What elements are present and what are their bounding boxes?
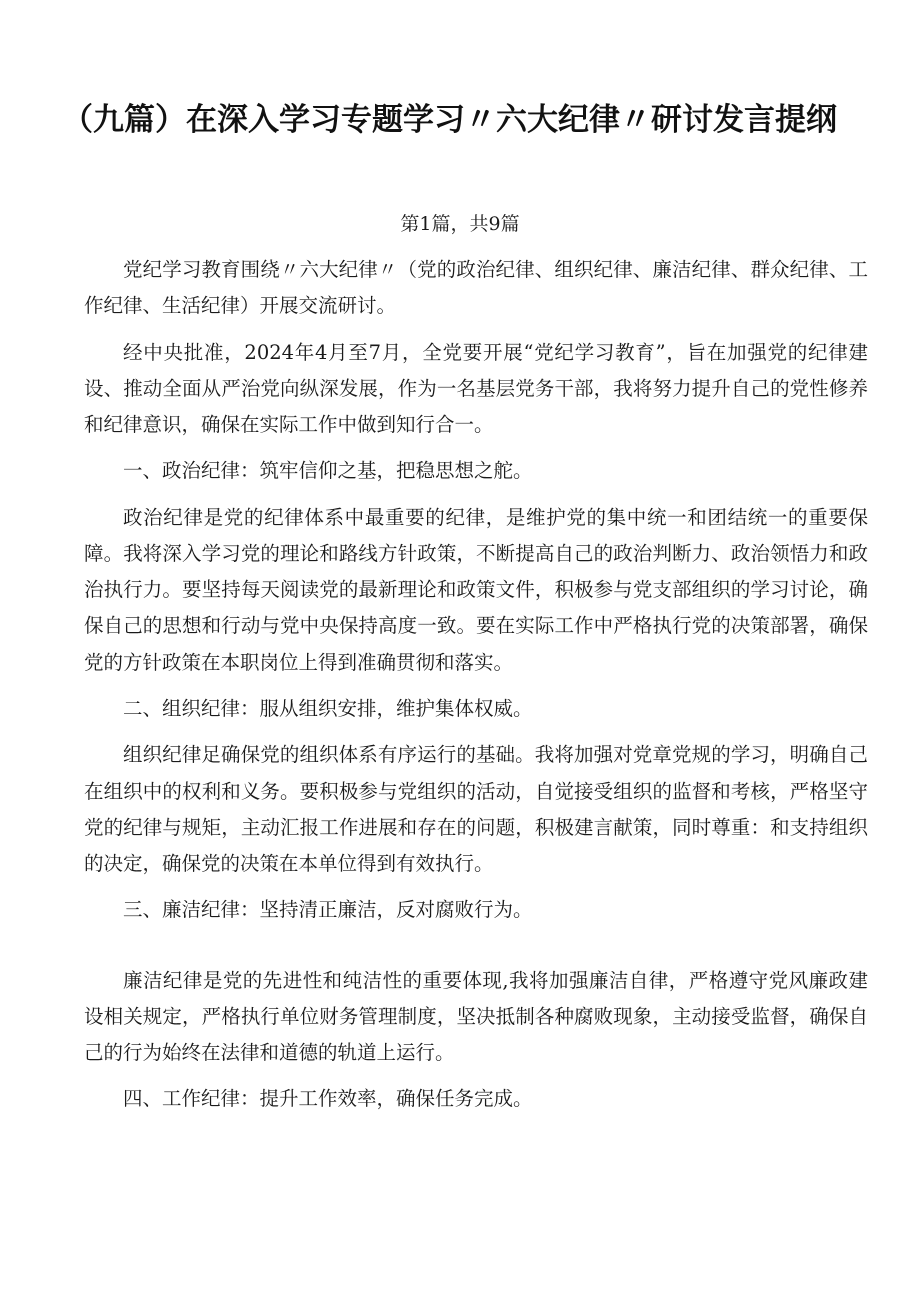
section-heading-organizational: 二、组织纪律：服从组织安排，维护集体权威。 [123, 696, 533, 720]
section-heading-integrity: 三、廉洁纪律：坚持清正廉洁，反对腐败行为。 [123, 898, 533, 922]
paragraph-political: 政治纪律是党的纪律体系中最重要的纪律，是维护党的集中统一和团结统一的重要保障。我将深入学习党的理论和路线方针政策，不断提高自己的政治判断力、政治领悟力和政治执行力。要坚持每天阅读党的最新理论和政策文件，积极参与党支部组织的学习讨论，确保自己的思想和行动与党中央保持高度一致。要在实际工作中严格执行党的决策部署，确保党的方针政策在本职岗位上得到准确贯彻和落实。 [84, 505, 868, 674]
document-title: （九篇）在深入学习专题学习〃六大纪律〃研讨发言提纲 [62, 102, 837, 138]
paragraph-integrity: 廉洁纪律是党的先进性和纯洁性的重要体现,我将加强廉洁自律，严格遵守党风廉政建设相关规定，严格执行单位财务管理制度，坚决抵制各种腐败现象，主动接受监督，确保自己的行为始终在法律和道德的轨道上运行。 [84, 968, 868, 1064]
section-heading-work: 四、工作纪律：提升工作效率，确保任务完成。 [123, 1087, 533, 1111]
paragraph-background: 经中央批准，2024年4月至7月，全党要开展“党纪学习教育”，旨在加强党的纪律建设、推动全面从严治党向纵深发展，作为一名基层党务干部，我将努力提升自己的党性修养和纪律意识，确保在实际工作中做到知行合一。 [84, 340, 868, 436]
document-body [84, 252, 868, 1118]
section-heading-political: 一、政治纪律：筑牢信仰之基，把稳思想之舵。 [123, 459, 533, 483]
paragraph-organizational: 组织纪律足确保党的组织体系有序运行的基础。我将加强对党章党规的学习，明确自己在组织中的权利和义务。要积极参与党组织的活动，自觉接受组织的监督和考核，严格坚守党的纪律与规矩，主动汇报工作进展和存在的问题，积极建言献策，同时尊重：和支持组织的决定，确保党的决策在本单位得到有效执行。 [84, 743, 868, 875]
paragraph-intro: 党纪学习教育围绕〃六大纪律〃（党的政治纪律、组织纪律、廉洁纪律、群众纪律、工作纪律、生活纪律）开展交流研讨。 [84, 258, 868, 318]
document-subtitle: 第1篇，共9篇 [400, 213, 520, 235]
